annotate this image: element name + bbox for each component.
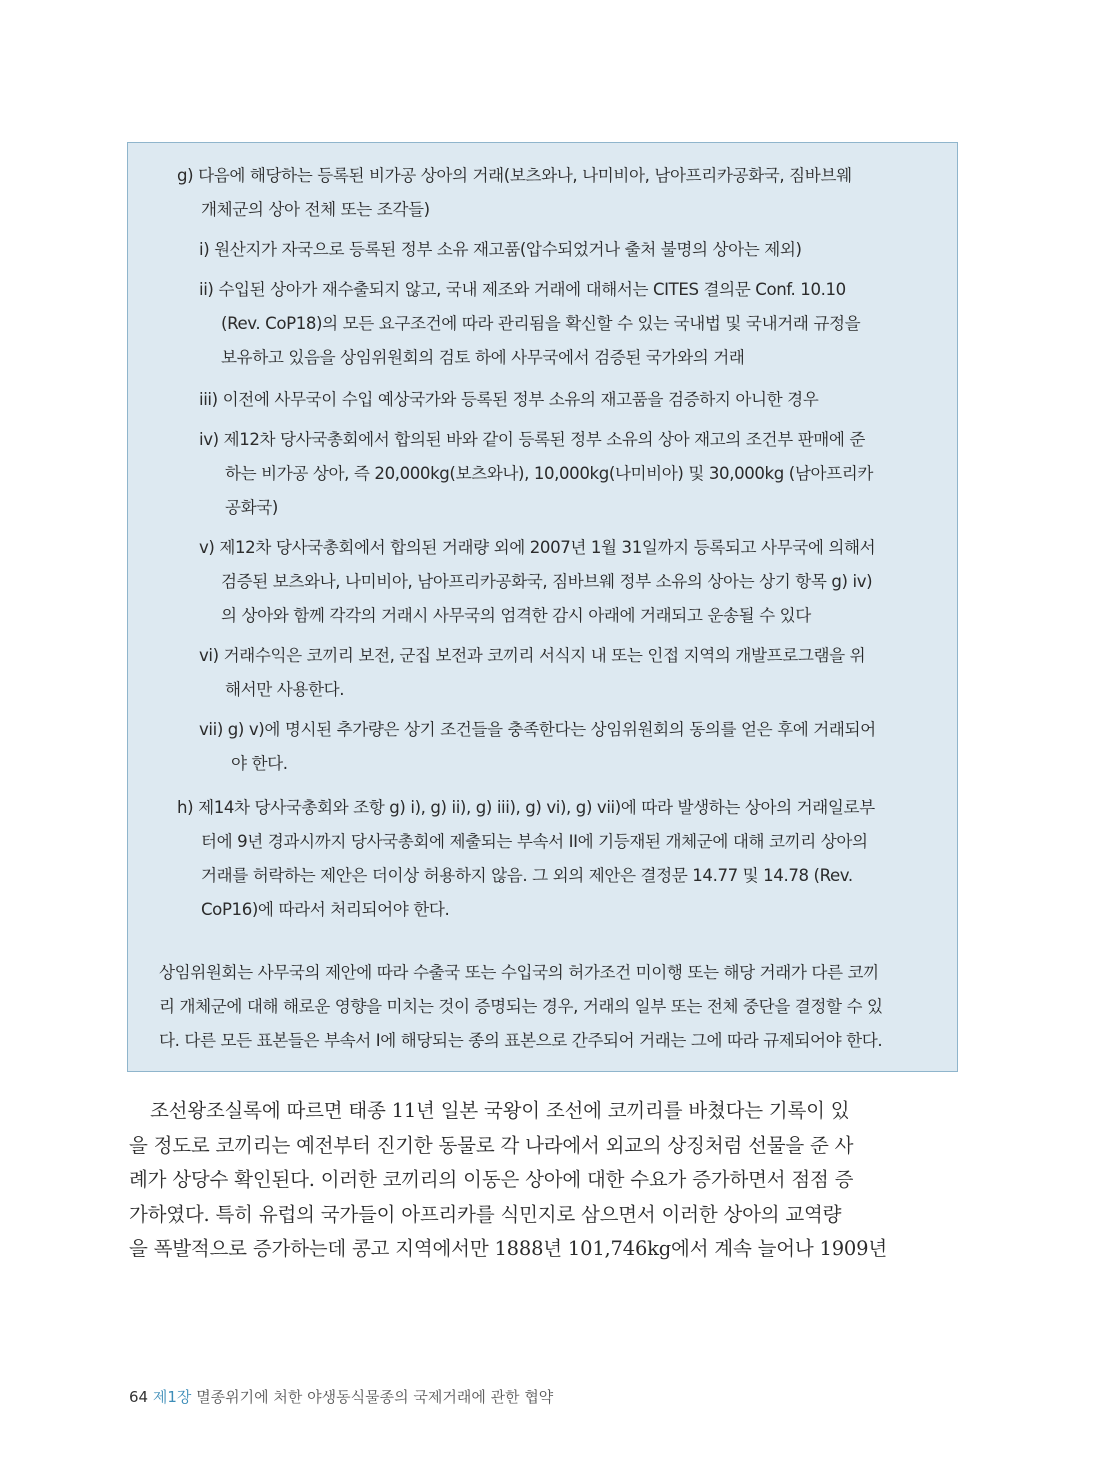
- chapter-label: 제1장: [152, 1388, 192, 1406]
- body-line-5: 을 폭발적으로 증가하는데 콩고 지역에서만 1888년 101,746kg에서 계속 늘어나 1909년: [129, 1237, 887, 1260]
- body-line-1: 조선왕조실록에 따르면 태종 11년 일본 국왕이 조선에 코끼리를 바쳤다는 기록이 있: [150, 1099, 850, 1122]
- subitem-7-line-1: vii) g) v)에 명시된 추가량은 상기 조건들을 충족한다는 상임위원회의 동의를 얻은 후에 거래되어: [199, 720, 876, 739]
- subitem-2-line-2: (Rev. CoP18)의 모든 요구조건에 따라 관리됨을 확신할 수 있는 국내법 및 국내거래 규정을: [221, 314, 861, 333]
- info-box: [127, 142, 958, 1072]
- item-g-line-2: 개체군의 상아 전체 또는 조각들): [201, 200, 430, 219]
- subitem-3-line-1: iii) 이전에 사무국이 수입 예상국가와 등록된 정부 소유의 재고품을 검증하지 아니한 경우: [199, 390, 819, 409]
- item-h-line-2: 터에 9년 경과시까지 당사국총회에 제출되는 부속서 II에 기등재된 개체군에 대해 코끼리 상아의: [201, 832, 868, 851]
- body-line-2: 을 정도로 코끼리는 예전부터 진기한 동물로 각 나라에서 외교의 상징처럼 선물을 준 사: [129, 1133, 854, 1157]
- item-h-line-4: CoP16)에 따라서 처리되어야 한다.: [201, 900, 450, 919]
- subitem-5-line-1: v) 제12차 당사국총회에서 합의된 거래량 외에 2007년 1월 31일까지 등록되고 사무국에 의해서: [199, 538, 876, 557]
- subitem-5-line-2: 검증된 보츠와나, 나미비아, 남아프리카공화국, 짐바브웨 정부 소유의 상아는 상기 항목 g) iv): [221, 572, 873, 591]
- item-h-line-1: h) 제14차 당사국총회와 조항 g) i), g) ii), g) iii), g) vi), g) vii)에 따라 발생하는 상아의 거래일로부: [177, 798, 875, 817]
- subitem-4-line-3: 공화국): [225, 498, 278, 517]
- body-line-3: 례가 상당수 확인된다. 이러한 코끼리의 이동은 상아에 대한 수요가 증가하면서 점점 증: [129, 1168, 854, 1191]
- subitem-2-line-3: 보유하고 있음을 상임위원회의 검토 하에 사무국에서 검증된 국가와의 거래: [221, 348, 745, 367]
- body-line-4: 가하였다. 특히 유럽의 국가들이 아프리카를 식민지로 삼으면서 이러한 상아의 교역량: [129, 1202, 842, 1226]
- subitem-6-line-2: 해서만 사용한다.: [225, 680, 345, 699]
- chapter-title: 멸종위기에 처한 야생동식물종의 국제거래에 관한 협약: [196, 1388, 554, 1406]
- page-number: 64: [129, 1388, 149, 1406]
- subitem-1-line-1: ⅰ) 원산지가 자국으로 등록된 정부 소유 재고품(압수되었거나 출처 불명의 상아는 제외): [199, 240, 802, 259]
- closing-paragraph-line-3: 다. 다른 모든 표본들은 부속서 I에 해당되는 종의 표본으로 간주되어 거래는 그에 따라 규제되어야 한다.: [159, 1031, 883, 1050]
- page-footer: [129, 1387, 553, 1407]
- item-h-line-3: 거래를 허락하는 제안은 더이상 허용하지 않음. 그 외의 제안은 결정문 14.77 및 14.78 (Rev.: [201, 866, 853, 885]
- subitem-4-line-1: iv) 제12차 당사국총회에서 합의된 바와 같이 등록된 정부 소유의 상아 재고의 조건부 판매에 준: [199, 430, 866, 449]
- subitem-6-line-1: vi) 거래수익은 코끼리 보전, 군집 보전과 코끼리 서식지 내 또는 인접 지역의 개발프로그램을 위: [199, 646, 866, 665]
- item-g-line-1: g) 다음에 해당하는 등록된 비가공 상아의 거래(보츠와나, 나미비아, 남아프리카공화국, 짐바브웨: [177, 166, 852, 185]
- subitem-2-line-1: ii) 수입된 상아가 재수출되지 않고, 국내 제조와 거래에 대해서는 CITES 결의문 Conf. 10.10: [199, 280, 846, 299]
- subitem-5-line-3: 의 상아와 함께 각각의 거래시 사무국의 엄격한 감시 아래에 거래되고 운송될 수 있다: [221, 606, 811, 625]
- subitem-7-line-2: 야 한다.: [231, 754, 288, 773]
- subitem-4-line-2: 하는 비가공 상아, 즉 20,000kg(보츠와나), 10,000kg(나미비아) 및 30,000kg (남아프리카: [225, 464, 873, 483]
- closing-paragraph-line-2: 리 개체군에 대해 해로운 영향을 미치는 것이 증명되는 경우, 거래의 일부 또는 전체 중단을 결정할 수 있: [159, 997, 883, 1016]
- closing-paragraph-line-1: 상임위원회는 사무국의 제안에 따라 수출국 또는 수입국의 허가조건 미이행 또는 해당 거래가 다른 코끼: [159, 963, 879, 982]
